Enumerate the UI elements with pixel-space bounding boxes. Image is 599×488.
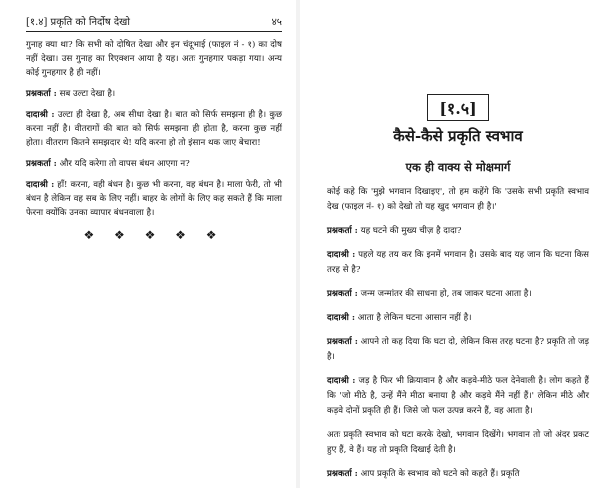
paragraph	[327, 311, 589, 326]
paragraph-text: सब उल्टा देखा है।	[56, 89, 116, 99]
paragraph	[327, 374, 589, 419]
speaker-label: प्रश्नकर्ता :	[26, 159, 57, 169]
paragraph-text: हाँ! करना, वही बंधन है। कुछ भी करना, वह बंधन है। माला फेरी, तो भी बंधन है लेकिन वह सब के लिए नहीं। बाहर के लोगों के लिए कह सकते हैं कि माला फेरना क्योंकि उनका व्यापार बंधनवाला है।	[26, 180, 282, 218]
speaker-label: प्रश्नकर्ता :	[327, 289, 358, 299]
speaker-label: प्रश्नकर्ता :	[327, 337, 358, 347]
running-header	[26, 14, 282, 32]
section-ornament: ❖ ❖ ❖ ❖ ❖	[83, 228, 225, 242]
speaker-label: प्रश्नकर्ता :	[327, 469, 358, 479]
header-title: [१.४] प्रकृति को निर्दोष देखो	[26, 17, 130, 28]
paragraph-text: कोई कहे कि 'मुझे भगवान दिखाइए', तो हम कहेंगे कि 'उसके सभी प्रकृति स्वभाव देख (फाइल नं- १) को देखो तो यह खुद भगवान ही है।'	[327, 187, 589, 212]
paragraph	[26, 108, 282, 150]
paragraph	[327, 467, 589, 482]
speaker-label: दादाश्री :	[327, 313, 356, 323]
section-title: एक ही वाक्य से मोक्षमार्ग	[405, 160, 511, 174]
speaker-label: दादाश्री :	[327, 376, 356, 386]
paragraph-text: अतः प्रकृति स्वभाव को घटा करके देखो, भगवान दिखेंगे। भगवान तो जो अंदर प्रकट हुए हैं, वे हैं। यह तो प्रकृति दिखाई देती है।	[327, 430, 589, 455]
paragraph-text: और यदि करेगा तो वापस बंधन आएगा न?	[56, 159, 190, 169]
paragraph-text: उल्टा ही देखा है, अब सीधा देखा है। बात को सिर्फ समझना ही है। कुछ करना नहीं है। वीतरागों की बात को सिर्फ समझना ही होता है, करना कुछ नहीं होता। वीतराग कितने समझदार थे! यदि करना हो तो इंसान थक जाए बेचारा!	[26, 110, 282, 148]
paragraph-text: आप प्रकृति के स्वभाव को घटने को कहते हैं। प्रकृति	[357, 469, 520, 479]
paragraph	[327, 224, 589, 239]
speaker-label: प्रश्नकर्ता :	[26, 89, 57, 99]
paragraph	[26, 157, 282, 171]
paragraph	[327, 287, 589, 302]
paragraph-text: आपने तो कह दिया कि घटा दो, लेकिन किस तरह घटना है? प्रकृति तो जड़ है।	[327, 337, 589, 362]
paragraph	[327, 428, 589, 458]
left-page	[0, 0, 296, 488]
paragraph-text: जड़ है फिर भी क्रियावान है और कड़वे-मीठे फल देनेवाली है। लोग कहते हैं कि 'जो मीठे है, उन्हें मैंने मीठा बनाया है और कड़वे मैंने नहीं हैं।' लेकिन मीठे और कड़वे दोनों प्रकृति ही हैं। जिसे जो फल उत्पन्न करने हैं, वह आता है।	[327, 376, 589, 416]
paragraph-text: आता है लेकिन घटना आसान नहीं है।	[355, 313, 472, 323]
paragraph	[327, 248, 589, 278]
right-page	[300, 0, 599, 488]
paragraph-text: गुनाह क्या था? कि सभी को दोषित देखा और इन चंदूभाई (फाइल नं - १) का दोष नहीं देखा। उस गुनाह का रिएक्शन आया है यह। अतः गुनहगार पकड़ा गया। अन्य कोई गुनहगार है ही नहीं।	[26, 40, 282, 78]
paragraph	[26, 38, 282, 80]
speaker-label: दादाश्री :	[26, 180, 55, 190]
paragraph-text: पहले यह तय कर कि इनमें भगवान है। उसके बाद यह जान कि घटना किस तरह से है?	[327, 250, 589, 275]
page-number: ४५	[271, 17, 282, 28]
paragraph	[26, 178, 282, 220]
chapter-title: कैसे-कैसे प्रकृति स्वभाव	[393, 127, 523, 145]
paragraph-text: जन्म जन्मांतर की साधना हो, तब जाकर घटना आता है।	[357, 289, 532, 299]
left-page-body	[26, 38, 282, 220]
chapter-number: [१.५]	[427, 94, 489, 121]
paragraph	[26, 87, 282, 101]
speaker-label: दादाश्री :	[327, 250, 356, 260]
speaker-label: प्रश्नकर्ता :	[327, 226, 358, 236]
paragraph	[327, 335, 589, 365]
speaker-label: दादाश्री :	[26, 110, 55, 120]
paragraph-text: यह घटने की मुख्य चीज़ है दादा?	[357, 226, 462, 236]
right-page-body	[327, 185, 589, 482]
paragraph	[327, 185, 589, 215]
